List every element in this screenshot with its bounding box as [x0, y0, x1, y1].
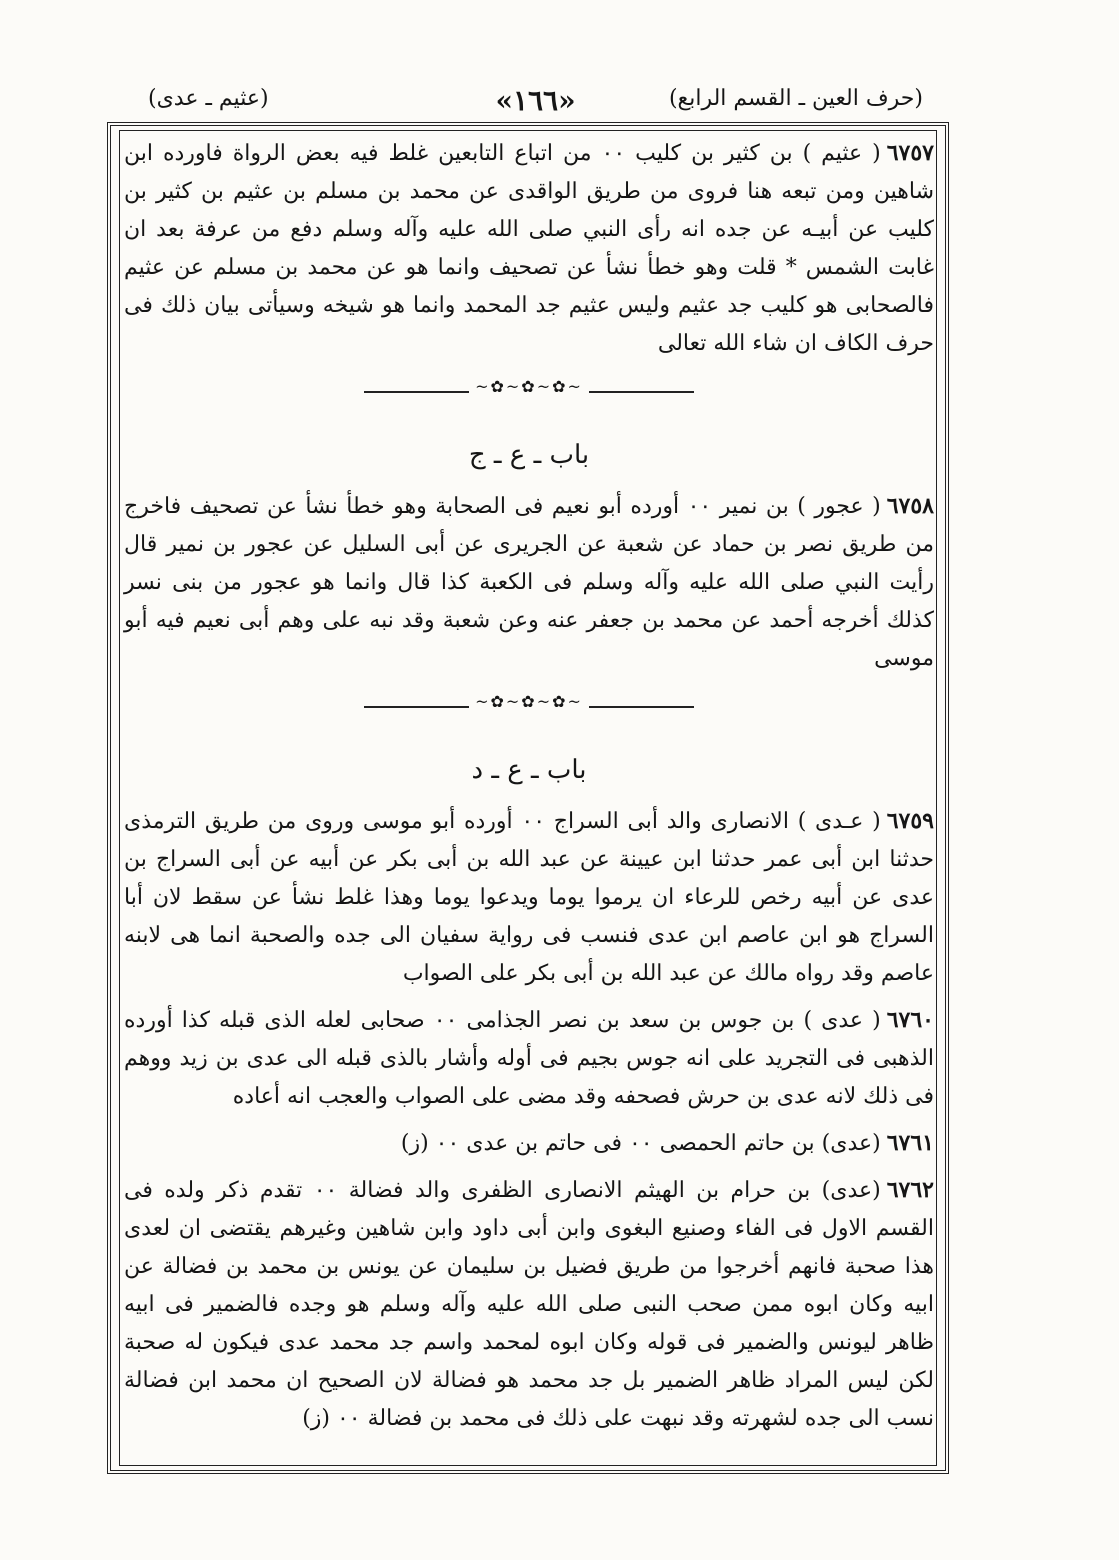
entry-6761: [124, 1124, 934, 1163]
entry-text: (عدى) بن حاتم الحمصى ٠٠ فى حاتم بن عدى ٠٠ (ز): [400, 1131, 881, 1156]
entry-number: ٦٧٥٧: [886, 140, 934, 166]
header-chapter: (حرف العين ـ القسم الرابع): [668, 86, 923, 111]
entry-text: ( عدى ) بن جوس بن سعد بن نصر الجذامى ٠٠ صحابى لعله الذى قبله كذا أورده الذهبى فى التجريد على انه جوس بجيم فى أوله وأشار بالذى قبله الى عدى بن زيد ووهم فى ذلك لانه عدى بن حرش فصحفه وقد مضى على الصواب والعجب انه أعاده: [124, 1008, 934, 1109]
entry-6757: [124, 134, 934, 363]
divider-ornament: ~✿~✿~✿~: [469, 692, 589, 711]
entry-text: (عدى) بن حرام بن الهيثم الانصارى الظفرى والد فضالة ٠٠ تقدم ذكر ولده فى القسم الاول فى الفاء وصنيع البغوى وابن أبى داود وابن شاهين وغيرهم يقتضى ان لعدى هذا صحبة فانهم أخرجوا من طريق فضيل بن سليمان عن يونس بن محمد بن فضالة عن ابيه وكان ابوه ممن صحب النبى صلى الله عليه وآله وسلم هو وجده فالضمير فى ابيه ظاهر ليونس والضمير فى قوله وكان ابوه لمحمد واسم جد محمد عدى فيكون له صحبة لكن ليس المراد ظاهر الضمير بل جد محمد هو فضالة لان الصحيح ان محمد ابن فضالة نسب الى جده لشهرته وقد نبهت على ذلك فى محمد بن فضالة ٠٠ (ز): [124, 1178, 934, 1431]
entry-number: ٦٧٥٨: [886, 493, 934, 519]
page-header: [148, 84, 923, 124]
section-heading: باب ـ ع ـ د: [471, 755, 587, 785]
entry-6759: [124, 802, 934, 993]
section-heading: باب ـ ع ـ ج: [468, 440, 590, 470]
header-range: (عثيم ـ عدى): [148, 86, 269, 111]
divider-ornament: ~✿~✿~✿~: [469, 377, 589, 396]
section-divider: [124, 363, 934, 423]
entry-number: ٦٧٦٢: [886, 1177, 934, 1203]
entry-number: ٦٧٦٠: [886, 1007, 934, 1033]
entry-text: ( عـدى ) الانصارى والد أبى السراج ٠٠ أورده أبو موسى وروى من طريق الترمذى حدثنا ابن أبى عمر حدثنا ابن عيينة عن عبد الله بن أبى بكر عن أبيه عن أبى السراج بن عدى عن أبيه رخص للرعاء ان يرموا يوما ويدعوا يوما وهذا غلط نشأ عن سقط لان أبا السراج هو ابن عاصم ابن عدى فنسب فى رواية سفيان الى جده والصحبة انما هى لابنه عاصم وقد رواه مالك عن عبد الله بن أبى بكر على الصواب: [124, 809, 934, 986]
section-divider: [124, 678, 934, 738]
entry-text: ( عجور ) بن نمير ٠٠ أورده أبو نعيم فى الصحابة وهو خطأ نشأ عن تصحيف فاخرج من طريق نصر بن حماد عن شعبة عن الجريرى عن أبى السليل عن عجور بن نمير قال رأيت النبي صلى الله عليه وآله وسلم فى الكعبة كذا قال وانما هو عجور من بنى نسر كذلك أخرجه أحمد عن محمد بن جعفر عنه وعن شعبة وقد نبه على وهم أبى نعيم فيه أبو موسى: [124, 494, 934, 671]
entry-number: ٦٧٦١: [886, 1130, 934, 1156]
page-number: «١٦٦»: [495, 84, 576, 117]
entry-number: ٦٧٥٩: [886, 808, 934, 834]
entry-6760: [124, 1001, 934, 1116]
entry-6762: [124, 1171, 934, 1438]
page-body: [124, 134, 934, 1438]
entry-6758: [124, 487, 934, 678]
entry-text: ( عثيم ) بن كثير بن كليب ٠٠ من اتباع التابعين غلط فيه بعض الرواة فاورده ابن شاهين ومن تبعه هنا فروى من طريق الواقدى عن محمد بن مسلم بن عثيم بن كثير بن كليب عن أبيـه عن جده انه رأى النبي صلى الله عليه وآله وسلم دفع من عرفة بعد ان غابت الشمس * قلت وهو خطأ نشأ عن تصحيف وانما هو عن محمد بن مسلم عن عثيم فالصحابى هو كليب جد عثيم وليس عثيم جد المحمد وانما هو شيخه وسيأتى بيان ذلك فى حرف الكاف ان شاء الله تعالى: [124, 141, 934, 356]
